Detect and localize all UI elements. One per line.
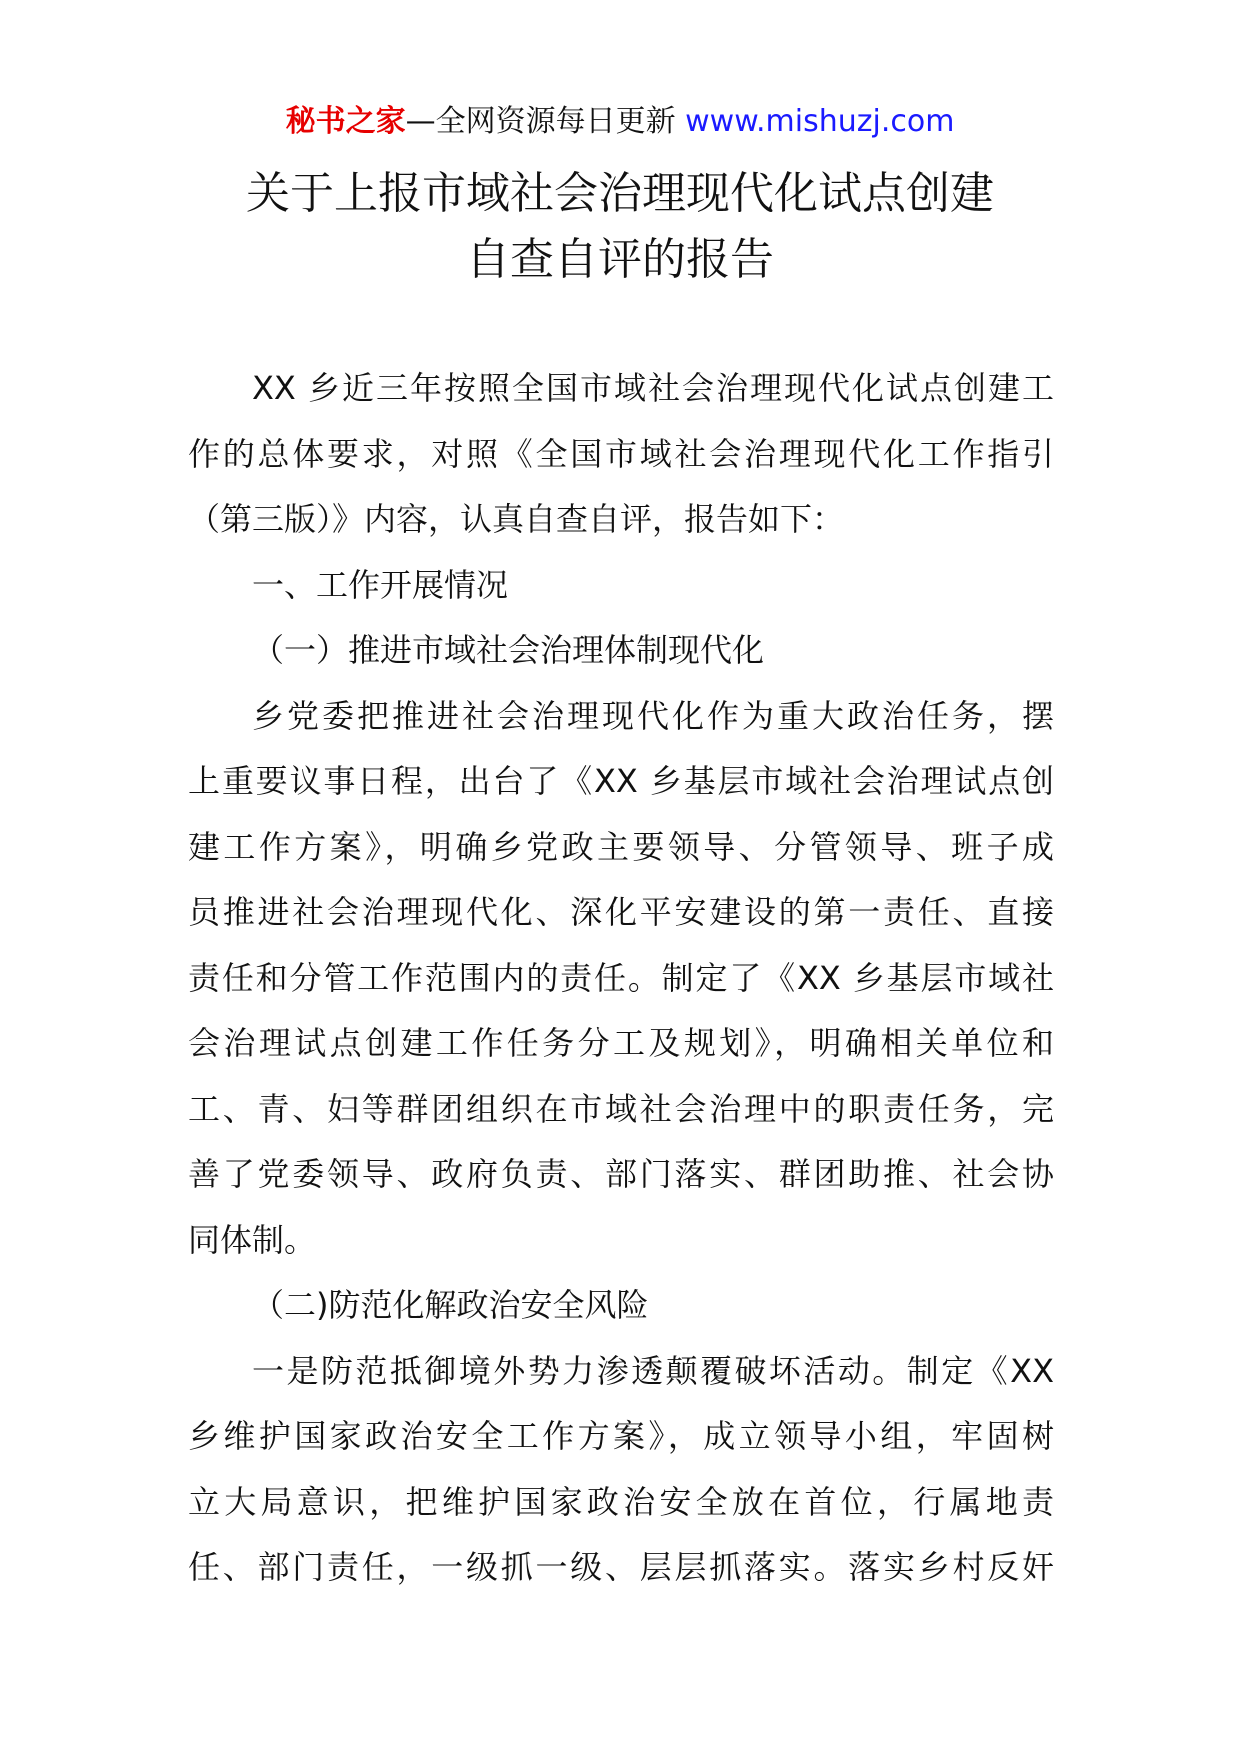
body-line: （第三版）》内容，认真自查自评，报告如下： xyxy=(188,500,845,538)
body-line: 同体制。 xyxy=(188,1220,317,1259)
site-url: www.mishuzj.com xyxy=(685,104,955,139)
body-line: XX 乡近三年按照全国市域社会治理现代化试点创建工 xyxy=(252,369,1054,407)
subsection-heading: （二)防范化解政治安全风险 xyxy=(252,1286,649,1324)
body-line: 立大局意识，把维护国家政治安全放在首位，行属地责 xyxy=(188,1482,1054,1521)
site-header xyxy=(0,100,1240,144)
section-heading: 一、工作开展情况 xyxy=(252,565,509,604)
body-line: 责任和分管工作范围内的责任。制定了《XX 乡基层市域社 xyxy=(188,958,1054,997)
body-line: 工、青、妇等群团组织在市域社会治理中的职责任务，完 xyxy=(188,1089,1054,1128)
body-line: 员推进社会治理现代化、深化平安建设的第一责任、直接 xyxy=(188,893,1054,931)
subsection-heading: （一）推进市域社会治理体制现代化 xyxy=(252,631,765,669)
body-line: 会治理试点创建工作任务分工及规划》，明确相关单位和 xyxy=(188,1024,1054,1062)
site-slogan: —全网资源每日更新 xyxy=(405,104,686,139)
document-title-line-1: 关于上报市域社会治理现代化试点创建 xyxy=(246,168,994,219)
body-line: 建工作方案》，明确乡党政主要领导、分管领导、班子成 xyxy=(188,827,1054,866)
body-line: 上重要议事日程，出台了《XX 乡基层市域社会治理试点创 xyxy=(188,762,1054,800)
body-line: 善了党委领导、政府负责、部门落实、群团助推、社会协 xyxy=(188,1155,1054,1193)
body-line: 乡党委把推进社会治理现代化作为重大政治任务，摆 xyxy=(252,696,1054,735)
body-line: 任、部门责任，一级抓一级、层层抓落实。落实乡村反奸 xyxy=(188,1548,1054,1586)
body-line: 乡维护国家政治安全工作方案》，成立领导小组，牢固树 xyxy=(188,1417,1054,1455)
body-line: 作的总体要求，对照《全国市域社会治理现代化工作指引 xyxy=(188,434,1054,473)
body-line: 一是防范抵御境外势力渗透颠覆破坏活动。制定《XX xyxy=(252,1351,1054,1390)
document-body xyxy=(188,356,1054,1601)
site-brand: 秘书之家 xyxy=(285,104,406,139)
document-title-line-2: 自查自评的报告 xyxy=(466,234,774,285)
